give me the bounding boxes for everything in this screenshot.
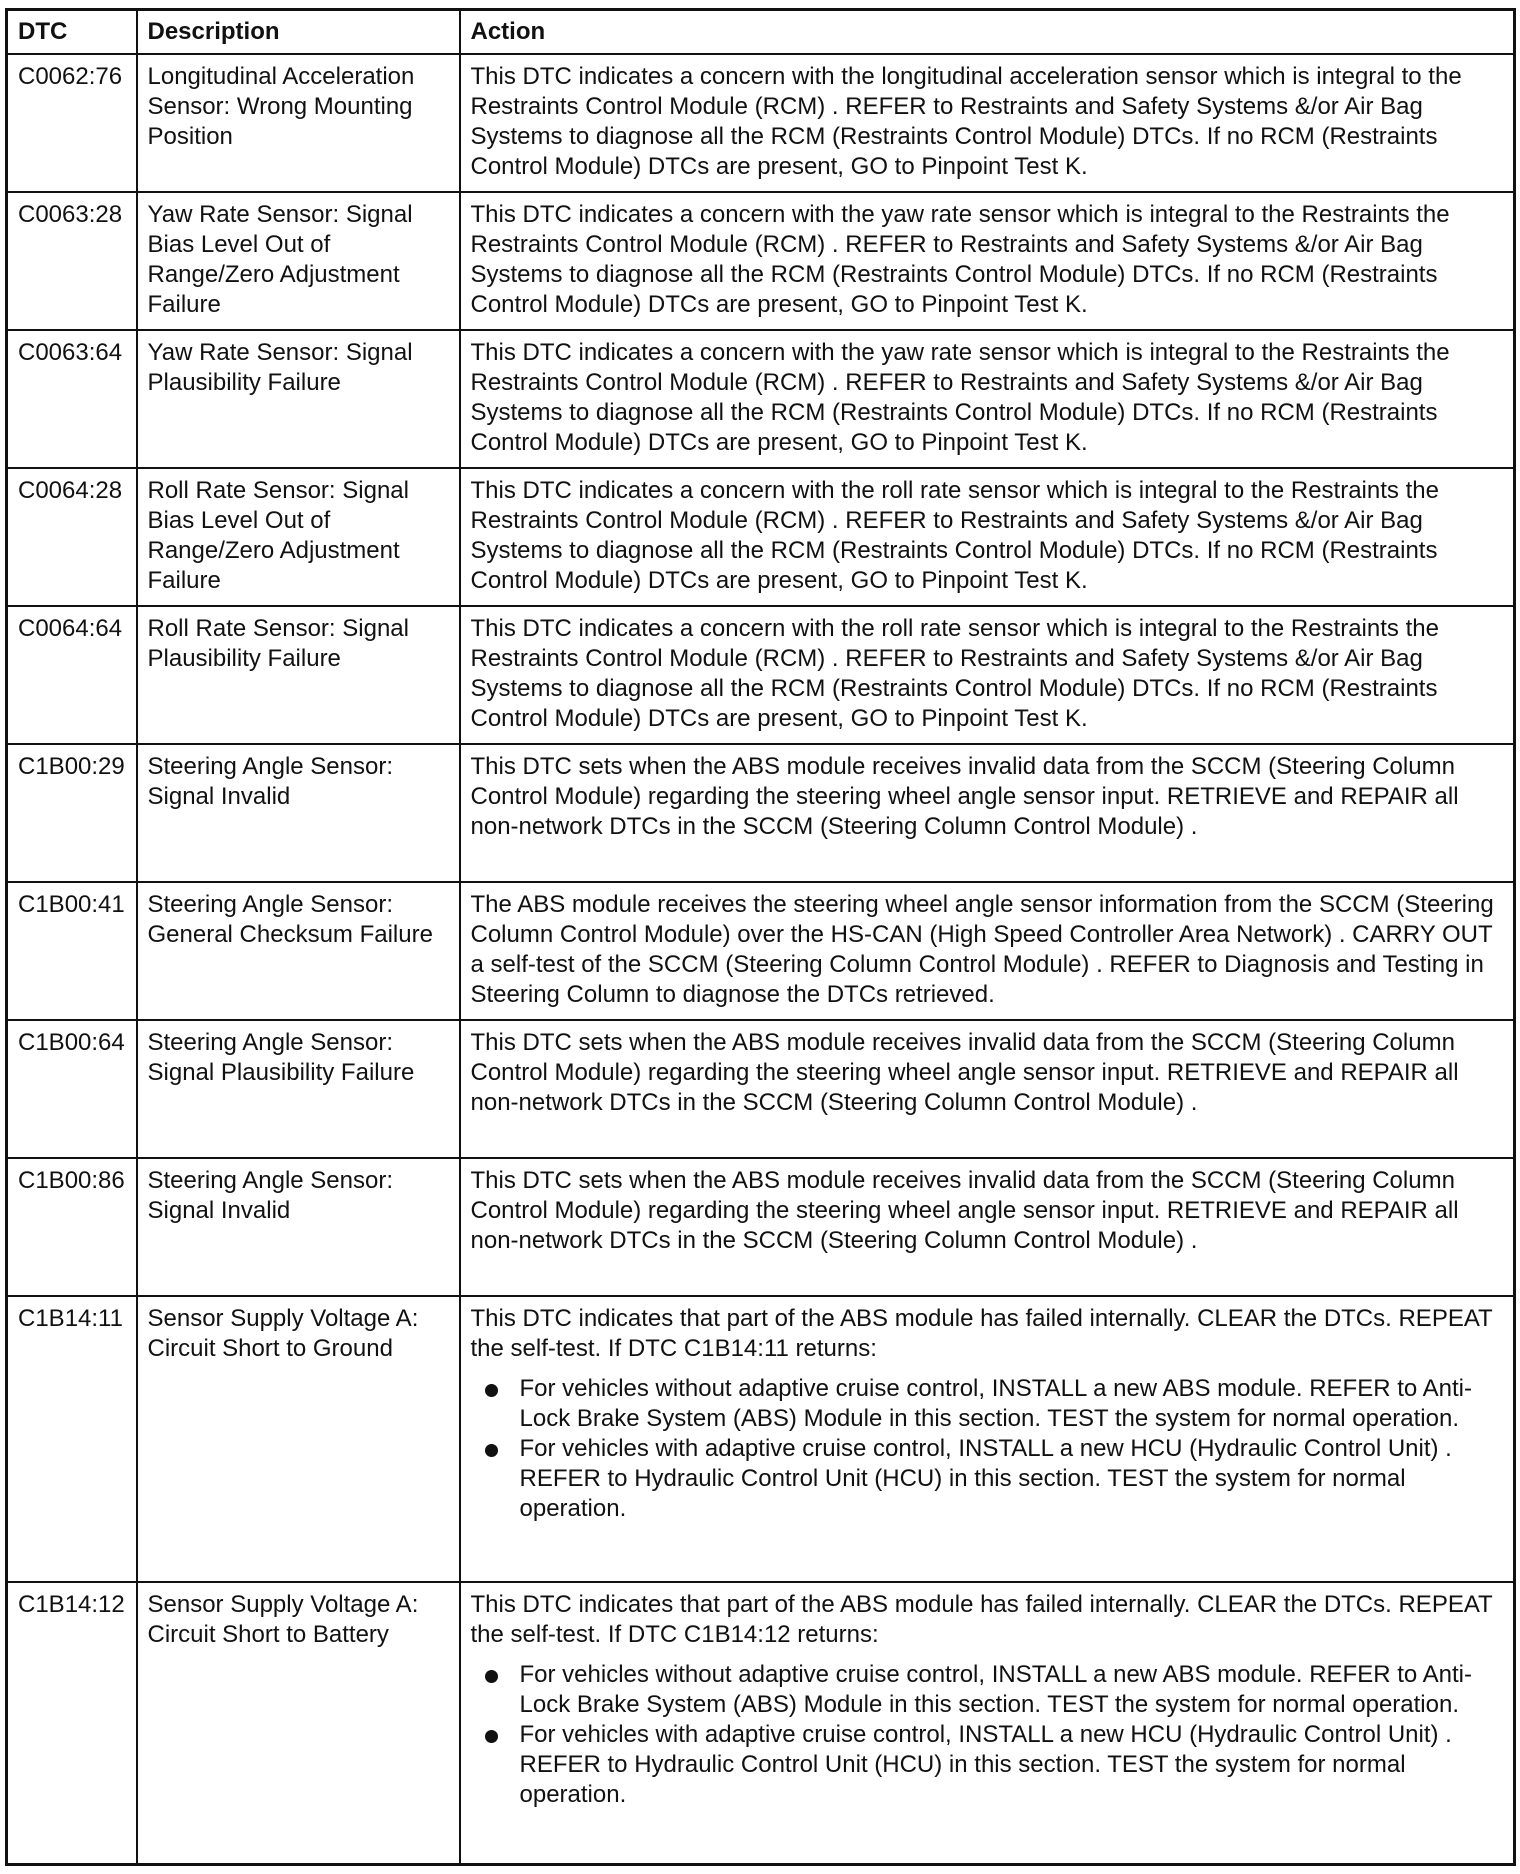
table-row (7, 744, 1515, 882)
dtc-action: This DTC indicates that part of the ABS module has failed internally. CLEAR the DTCs. REPEAT the self-test. If DTC C1B14:11 returns: (470, 1304, 1493, 1362)
bullet-item (520, 1720, 1506, 1810)
dtc-code: C0063:64 (7, 330, 137, 468)
bullet-text: For vehicles with adaptive cruise control, INSTALL a new HCU (Hydraulic Control Unit) . REFER to Hydraulic Control Unit (HCU) in this section. TEST the system for normal operation. (519, 1434, 1452, 1522)
bullet-item (520, 1374, 1506, 1434)
dtc-action: This DTC indicates a concern with the longitudinal acceleration sensor which is integral to the Restraints Control Module (RCM) . REFER to Restraints and Safety Systems &/or Air Bag Systems to diagnose all the RCM (Restraints Control Module) DTCs. If no RCM (Restraints Control Module) DTCs are present, GO to Pinpoint Test K. (460, 54, 1515, 192)
dtc-code: C1B00:86 (7, 1158, 137, 1296)
dtc-code: C1B14:12 (7, 1582, 137, 1865)
dtc-action: This DTC sets when the ABS module receives invalid data from the SCCM (Steering Column Control Module) regarding the steering wheel angle sensor input. RETRIEVE and REPAIR all non-network DTCs in the SCCM (Steering Column Control Module) . (460, 1020, 1515, 1158)
dtc-description: Sensor Supply Voltage A: Circuit Short to Battery (137, 1582, 460, 1865)
bullet-dot-icon (485, 1444, 498, 1457)
bullet-dot-icon (485, 1384, 498, 1397)
dtc-description: Sensor Supply Voltage A: Circuit Short to Ground (137, 1296, 460, 1582)
dtc-action: This DTC indicates a concern with the yaw rate sensor which is integral to the Restraints the Restraints Control Module (RCM) . REFER to Restraints and Safety Systems &/or Air Bag Systems to diagnose all the RCM (Restraints Control Module) DTCs. If no RCM (Restraints Control Module) DTCs are present, GO to Pinpoint Test K. (460, 192, 1515, 330)
dtc-description: Steering Angle Sensor: Signal Invalid (137, 744, 460, 882)
bullet-item (520, 1434, 1506, 1524)
dtc-description: Steering Angle Sensor: General Checksum Failure (137, 882, 460, 1020)
dtc-code: C0064:64 (7, 606, 137, 744)
table-row (7, 1020, 1515, 1158)
bullet-dot-icon (485, 1730, 498, 1743)
header-description: Description (137, 10, 460, 54)
dtc-code: C1B00:29 (7, 744, 137, 882)
dtc-code: C0063:28 (7, 192, 137, 330)
dtc-action: This DTC indicates a concern with the yaw rate sensor which is integral to the Restraints the Restraints Control Module (RCM) . REFER to Restraints and Safety Systems &/or Air Bag Systems to diagnose all the RCM (Restraints Control Module) DTCs. If no RCM (Restraints Control Module) DTCs are present, GO to Pinpoint Test K. (460, 330, 1515, 468)
table-row (7, 468, 1515, 606)
table-row (7, 1582, 1515, 1865)
dtc-action-cell (460, 1582, 1515, 1865)
dtc-code: C1B00:64 (7, 1020, 137, 1158)
header-action: Action (460, 10, 1515, 54)
table-row (7, 192, 1515, 330)
dtc-description: Yaw Rate Sensor: Signal Plausibility Failure (137, 330, 460, 468)
dtc-code: C0064:28 (7, 468, 137, 606)
table-header-row (7, 10, 1515, 54)
dtc-action: This DTC sets when the ABS module receives invalid data from the SCCM (Steering Column Control Module) regarding the steering wheel angle sensor input. RETRIEVE and REPAIR all non-network DTCs in the SCCM (Steering Column Control Module) . (460, 744, 1515, 882)
dtc-action-cell (460, 1296, 1515, 1582)
bullet-item (520, 1660, 1506, 1720)
table-row (7, 882, 1515, 1020)
dtc-action: This DTC indicates that part of the ABS module has failed internally. CLEAR the DTCs. REPEAT the self-test. If DTC C1B14:12 returns: (470, 1590, 1493, 1648)
dtc-action: This DTC indicates a concern with the roll rate sensor which is integral to the Restraints the Restraints Control Module (RCM) . REFER to Restraints and Safety Systems &/or Air Bag Systems to diagnose all the RCM (Restraints Control Module) DTCs. If no RCM (Restraints Control Module) DTCs are present, GO to Pinpoint Test K. (460, 468, 1515, 606)
table-row (7, 1158, 1515, 1296)
dtc-action: This DTC sets when the ABS module receives invalid data from the SCCM (Steering Column Control Module) regarding the steering wheel angle sensor input. RETRIEVE and REPAIR all non-network DTCs in the SCCM (Steering Column Control Module) . (460, 1158, 1515, 1296)
table-row (7, 1296, 1515, 1582)
dtc-action: This DTC indicates a concern with the roll rate sensor which is integral to the Restraints the Restraints Control Module (RCM) . REFER to Restraints and Safety Systems &/or Air Bag Systems to diagnose all the RCM (Restraints Control Module) DTCs. If no RCM (Restraints Control Module) DTCs are present, GO to Pinpoint Test K. (460, 606, 1515, 744)
header-dtc: DTC (7, 10, 137, 54)
table-row (7, 54, 1515, 192)
action-bullet-list (471, 1374, 1506, 1524)
dtc-action: The ABS module receives the steering wheel angle sensor information from the SCCM (Steering Column Control Module) over the HS-CAN (High Speed Controller Area Network) . CARRY OUT a self-test of the SCCM (Steering Column Control Module) . REFER to Diagnosis and Testing in Steering Column to diagnose the DTCs retrieved. (460, 882, 1515, 1020)
dtc-document (5, 8, 1513, 1866)
dtc-description: Roll Rate Sensor: Signal Plausibility Failure (137, 606, 460, 744)
dtc-description: Roll Rate Sensor: Signal Bias Level Out of Range/Zero Adjustment Failure (137, 468, 460, 606)
dtc-table (5, 8, 1516, 1866)
bullet-dot-icon (485, 1670, 498, 1683)
action-bullet-list (471, 1660, 1506, 1810)
dtc-description: Yaw Rate Sensor: Signal Bias Level Out of Range/Zero Adjustment Failure (137, 192, 460, 330)
bullet-text: For vehicles without adaptive cruise control, INSTALL a new ABS module. REFER to Anti-Lock Brake System (ABS) Module in this section. TEST the system for normal operation. (519, 1374, 1472, 1432)
bullet-text: For vehicles with adaptive cruise control, INSTALL a new HCU (Hydraulic Control Unit) . REFER to Hydraulic Control Unit (HCU) in this section. TEST the system for normal operation. (519, 1720, 1452, 1808)
table-row (7, 606, 1515, 744)
dtc-description: Steering Angle Sensor: Signal Plausibility Failure (137, 1020, 460, 1158)
dtc-code: C1B14:11 (7, 1296, 137, 1582)
dtc-code: C0062:76 (7, 54, 137, 192)
bullet-text: For vehicles without adaptive cruise control, INSTALL a new ABS module. REFER to Anti-Lock Brake System (ABS) Module in this section. TEST the system for normal operation. (519, 1660, 1472, 1718)
dtc-code: C1B00:41 (7, 882, 137, 1020)
table-row (7, 330, 1515, 468)
dtc-description: Steering Angle Sensor: Signal Invalid (137, 1158, 460, 1296)
dtc-description: Longitudinal Acceleration Sensor: Wrong Mounting Position (137, 54, 460, 192)
